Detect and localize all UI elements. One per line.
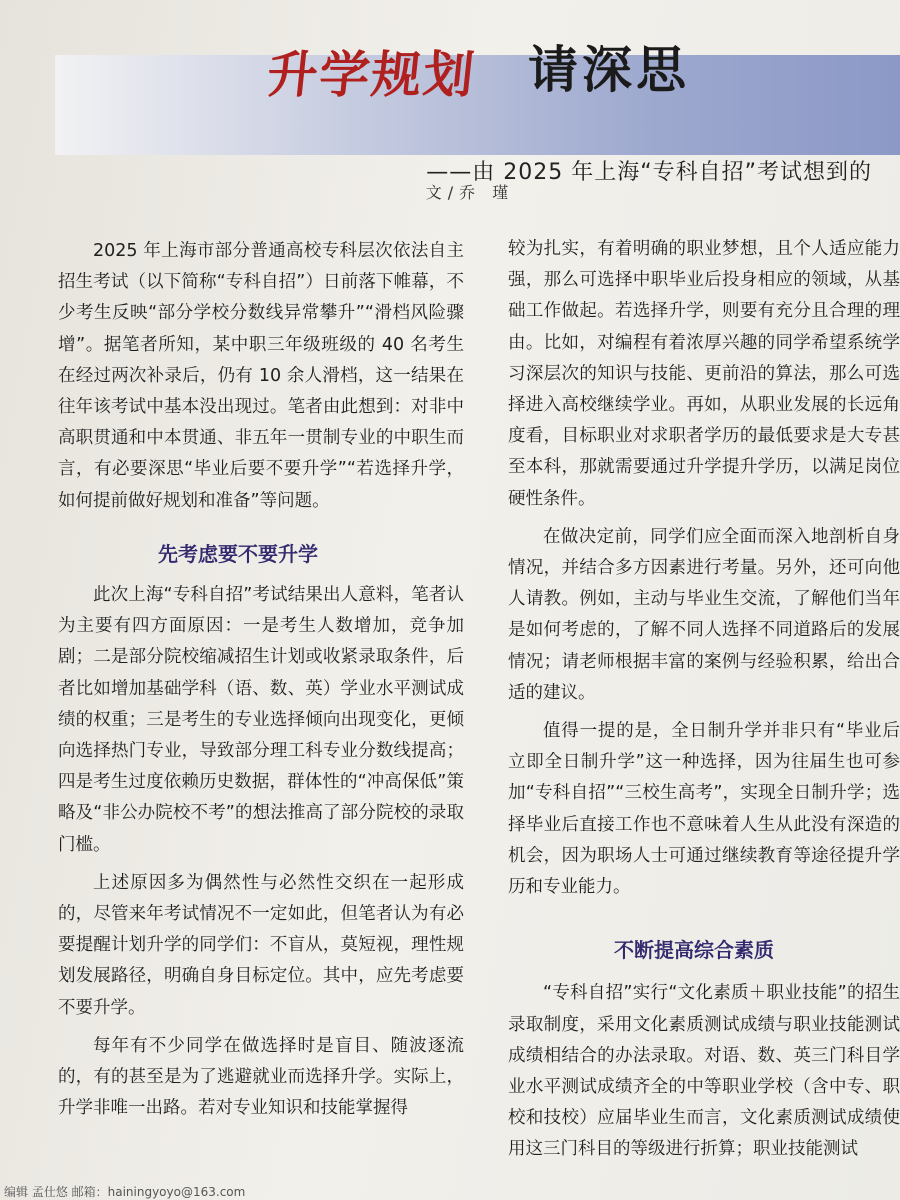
title-banner xyxy=(55,55,900,185)
article-title-part1: 升学规划 xyxy=(264,45,479,104)
page-footer: 编辑 孟仕悠 邮箱：hainingyoyo@163.com xyxy=(4,1185,246,1199)
right-column xyxy=(508,234,900,1166)
paragraph: 2025 年上海市部分普通高校专科层次依法自主招生考试（以下简称“专科自招”）日前落下帷幕，不少考生反映“部分学校分数线异常攀升”“滑档风险骤增”。据笔者所知，某中职三年级班级的 40 名考生在经过两次补录后，仍有 10 余人滑档，这一结果在往年该考试中基本没出现过。笔者由此想到：对非中高职贯通和中本贯通、非五年一贯制专业的中职生而言，有必要深思“毕业后要不要升学”“若选择升学，如何提前做好规划和准备”等问题。 xyxy=(58,241,464,511)
author-byline: 文/乔 瑾 xyxy=(425,183,515,202)
section-heading: 不断提高综合素质 xyxy=(614,938,774,963)
paragraph: 值得一提的是，全日制升学并非只有“毕业后立即全日制升学”这一种选择，因为往届生也可参加“专科自招”“三校生高考”，实现全日制升学；选择毕业后直接工作也不意味着人生从此没有深造的机会，因为职场人士可通过继续教育等途径提升学历和专业能力。 xyxy=(508,721,900,898)
article-title-part2: 请深思 xyxy=(528,41,690,99)
paragraph: 上述原因多为偶然性与必然性交织在一起形成的，尽管来年考试情况不一定如此，但笔者认为有必要提醒计划升学的同学们：不盲从，莫短视，理性规划发展路径，明确自身目标定位。其中，应先考虑要不要升学。 xyxy=(58,872,464,1018)
left-column xyxy=(58,236,464,1124)
paragraph: “专科自招”实行“文化素质＋职业技能”的招生录取制度，采用文化素质测试成绩与职业技能测试成绩相结合的办法录取。对语、数、英三门科目学业水平测试成绩齐全的中等职业学校（含中专、职校和技校）应届毕业生而言，文化素质测试成绩使用这三门科目的等级进行折算；职业技能测试 xyxy=(508,983,900,1160)
paragraph: 此次上海“专科自招”考试结果出人意料，笔者认为主要有四方面原因：一是考生人数增加，竞争加剧；二是部分院校缩减招生计划或收紧录取条件，后者比如增加基础学科（语、数、英）学业水平测试成绩的权重；三是考生的专业选择倾向出现变化，更倾向选择热门专业，导致部分理工科专业分数线提高；四是考生过度依赖历史数据，群体性的“冲高保低”策略及“非公办院校不考”的想法推高了部分院校的录取门槛。 xyxy=(58,585,464,855)
paragraph: 较为扎实，有着明确的职业梦想，且个人适应能力强，那么可选择中职毕业后投身相应的领域，从基础工作做起。若选择升学，则要有充分且合理的理由。比如，对编程有着浓厚兴趣的同学希望系统学习深层次的知识与技能、更前沿的算法，那么可选择进入高校继续学业。再如，从职业发展的长远角度看，目标职业对求职者学历的最低要求是大专甚至本科，那就需要通过升学提升学历，以满足岗位硬性条件。 xyxy=(508,239,900,509)
article-subtitle: ——由 2025 年上海“专科自招”考试想到的 xyxy=(426,160,872,185)
section-heading: 先考虑要不要升学 xyxy=(158,541,318,566)
paragraph: 在做决定前，同学们应全面而深入地剖析自身情况，并结合多方因素进行考量。另外，还可向他人请教。例如，主动与毕业生交流，了解他们当年是如何考虑的，了解不同人选择不同道路后的发展情况；请老师根据丰富的案例与经验积累，给出合适的建议。 xyxy=(508,526,900,703)
paragraph: 每年有不少同学在做选择时是盲目、随波逐流的，有的甚至是为了逃避就业而选择升学。实际上，升学非唯一出路。若对专业知识和技能掌握得 xyxy=(58,1035,464,1119)
